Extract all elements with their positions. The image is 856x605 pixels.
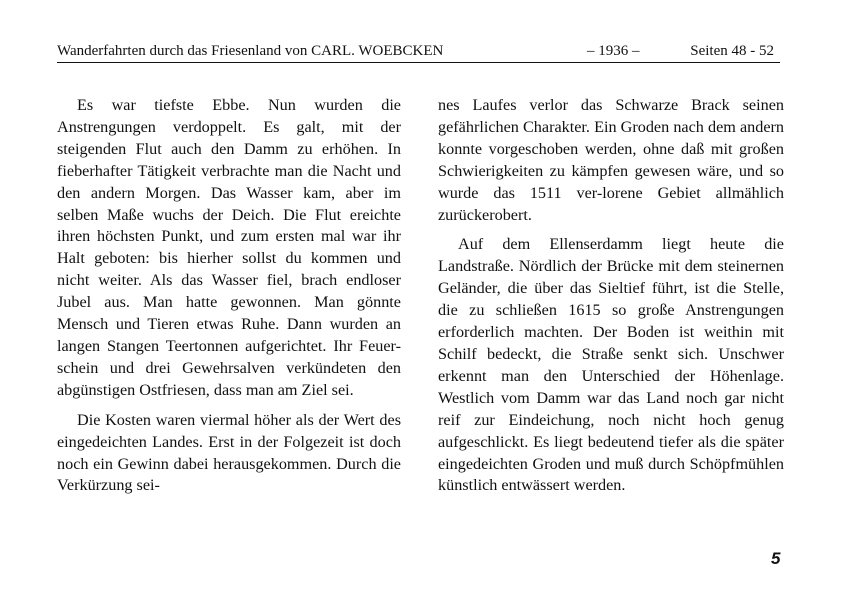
page-header bbox=[57, 42, 780, 62]
paragraph: Auf dem Ellenserdamm liegt heute die Landstraße. Nördlich der Brücke mit dem steinernen Geländer, die über das Sieltief führt, ist die Stelle, die zu schließen 1615 so große Anstrengungen erforderlich machten. Der Boden ist weithin mit Schilf bedeckt, die Straße senkt sich. Unschwer erkennt man den Unterschied der Höhenlage. Westlich vom Damm war das Land noch gar nicht reif zur Eindeichung, noch nicht hoch genug aufgeschlickt. Es liegt bedeutend tiefer als die später eingedeichten Groden und muß durch Schöpfmühlen künstlich entwässert werden. bbox=[438, 235, 784, 495]
paragraph: Die Kosten waren viermal höher als der Wert des eingedeichten Landes. Erst in der Folgezeit ist doch noch ein Gewinn dabei herausgekommen. Durch die Verkürzung sei- bbox=[57, 410, 401, 495]
header-rule bbox=[57, 62, 780, 63]
header-pages: Seiten 48 - 52 bbox=[690, 43, 774, 59]
paragraph: nes Laufes verlor das Schwarze Brack seinen gefährlichen Charakter. Ein Groden nach dem andern konnte vorgeschoben werden, ohne daß mit großen Schwierigkeiten zu kämpfen gewesen wäre, und so wurde das 1511 ver-lorene Gebiet allmählich zurückerobert. bbox=[438, 96, 784, 224]
header-year: – 1936 – bbox=[587, 43, 640, 59]
paragraph: Es war tiefste Ebbe. Nun wurden die Anstrengungen verdoppelt. Es galt, mit der steigenden Flut auch den Damm zu erhöhen. In fieberhafter Tätigkeit verbrachte man die Nacht und den andern Morgen. Das Wasser kam, aber im selben Maße wuchs der Deich. Die Flut ereichte ihren höchsten Punkt, und zum ersten mal war ihr Halt geboten: bis hierher sollst du kommen und nicht weiter. Als das Wasser fiel, brach endloser Jubel aus. Man hatte gewonnen. Man gönnte Mensch und Tieren etwas Ruhe. Dann wurden an langen Stangen Teertonnen aufgerichtet. Ihr Feuer-schein und drei Gewehrsalven verkündeten den abgünstigen Ostfriesen, dass man am Ziel sei. bbox=[57, 96, 401, 399]
left-column bbox=[57, 95, 401, 505]
header-title: Wanderfahrten durch das Friesenland von CARL. WOEBCKEN bbox=[57, 43, 444, 59]
page-number: 5 bbox=[771, 549, 781, 568]
right-column bbox=[438, 95, 784, 505]
